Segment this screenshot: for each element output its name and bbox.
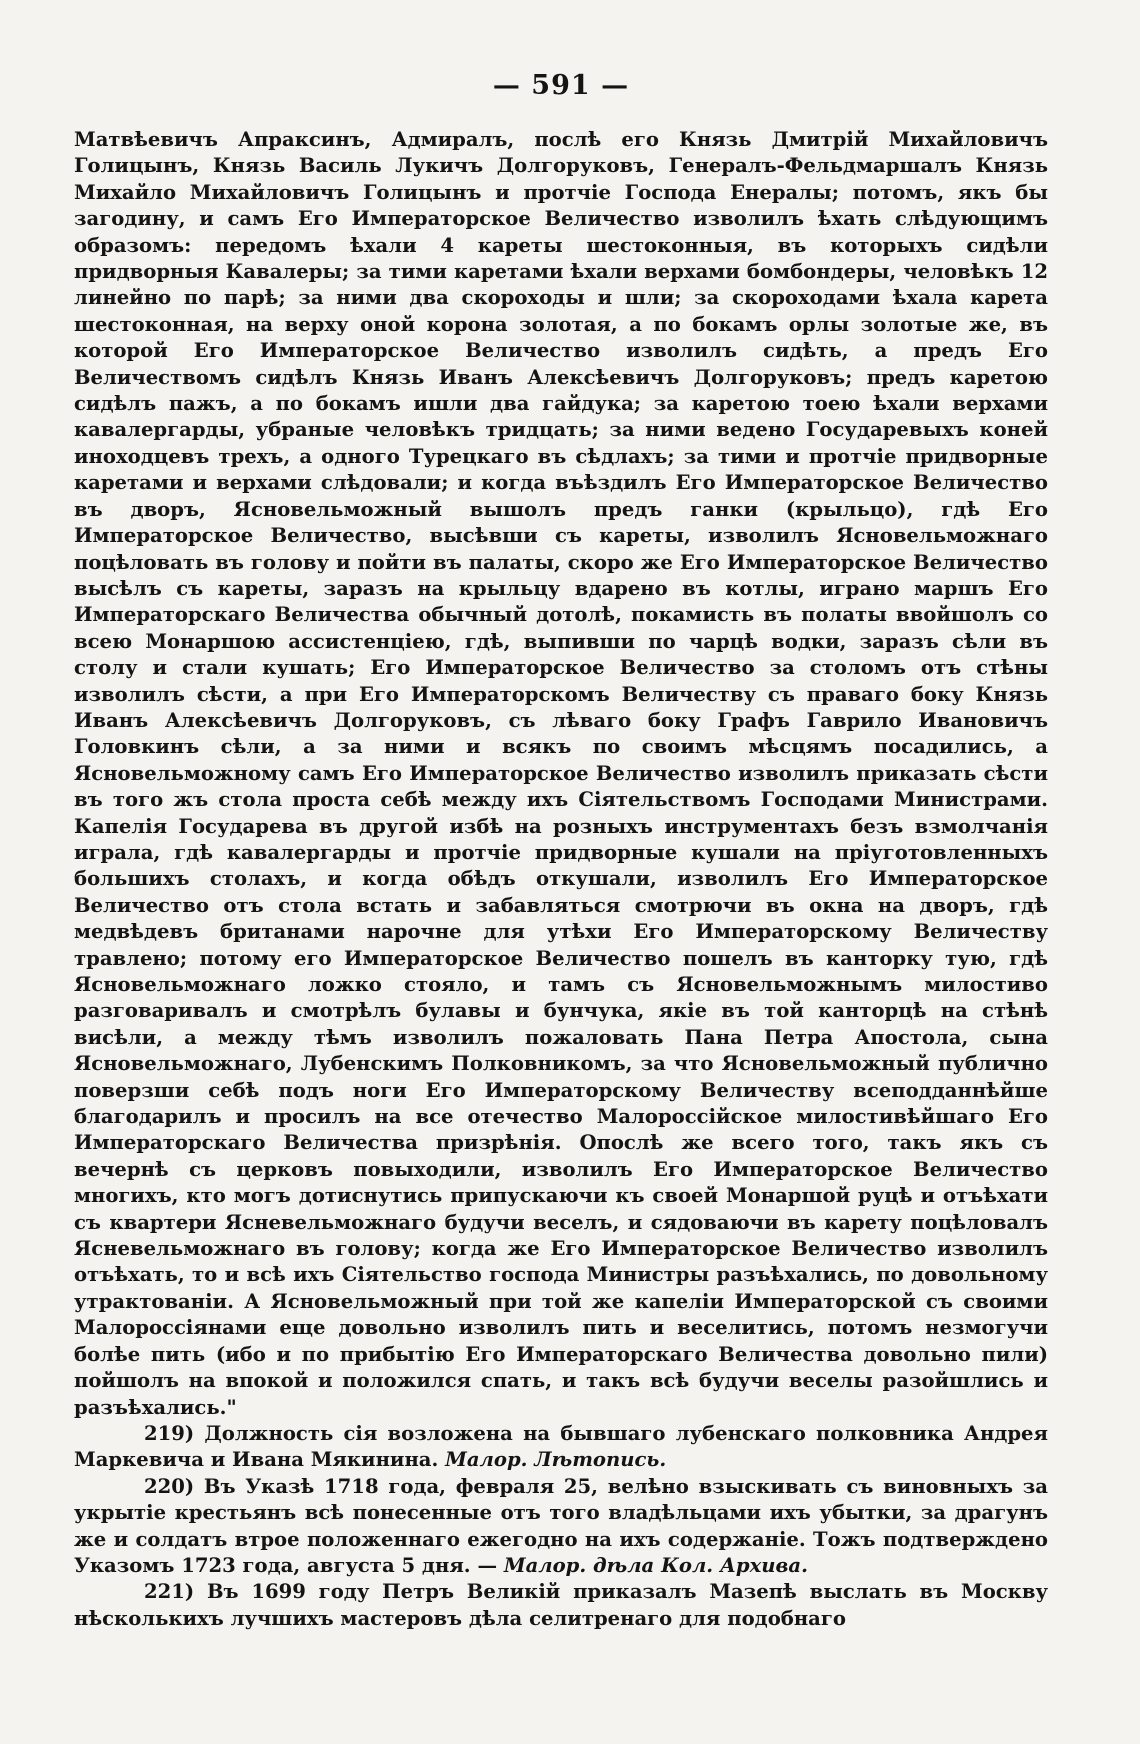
footnote-219	[74, 1421, 1048, 1474]
main-paragraph: Матвѣевичъ Апраксинъ, Адмиралъ, послѣ его Князь Дмитрій Михайловичъ Голицынъ, Князь Василь Лукичъ Долгоруковъ, Генералъ-Фельдмаршалъ Князь Михайло Михайловичъ Голицынъ и протчіе Господа Енералы; потомъ, якъ бы загодину, и самъ Его Императорское Величество изволилъ ѣхать слѣдующимъ образомъ: передомъ ѣхали 4 кареты шестоконныя, въ которыхъ сидѣли придворныя Кавалеры; за тими каретами ѣхали верхами бомбондеры, человѣкъ 12 линейно по парѣ; за ними два скороходы и шли; за скороходами ѣхала карета шестоконная, на верху оной корона золотая, а по бокамъ орлы золотые же, въ которой Его Императорское Величество изволилъ сидѣть, а предъ Его Величествомъ сидѣлъ Князь Иванъ Алексѣевичъ Долгоруковъ; предъ каретою сидѣлъ пажъ, а по бокамъ ишли два гайдука; за каретою тоею ѣхали верхами кавалергарды, убраные человѣкъ тридцать; за ними ведено Государевыхъ коней иноходцевъ трехъ, а одного Турецкаго въ сѣдлахъ; за тими и протчіе придворные каретами и верхами слѣдовали; и когда въѣздилъ Его Императорское Величество въ дворъ, Ясновельможный вышолъ предъ ганки (крыльцо), гдѣ Его Императорское Величество, высѣвши съ кареты, изволилъ Ясновельможнаго поцѣловать въ голову и пойти въ палаты, скоро же Его Императорское Величество высѣлъ съ кареты, заразъ на крыльцу вдарено въ котлы, играно маршъ Его Императорскаго Величества обычный дотолѣ, покамисть въ полаты ввойшолъ со всею Монаршою ассистенціею, гдѣ, выпивши по чарцѣ водки, заразъ сѣли въ столу и стали кушать; Его Императорское Величество за столомъ отъ стѣны изволилъ сѣсти, а при Его Императорскомъ Величеству съ праваго боку Князь Иванъ Алексѣевичъ Долгоруковъ, съ лѣваго боку Графъ Гаврило Ивановичъ Головкинъ сѣли, а за ними и всякъ по своимъ мѣсцямъ посадились, а Ясновельможному самъ Его Императорское Величество изволилъ приказать сѣсти въ того жъ стола проста себѣ между ихъ Сіятельствомъ Господами Министрами. Капелія Государева въ другой избѣ на розныхъ инструментахъ безъ взмолчанія играла, гдѣ кавалергарды и протчіе придворные кушали на пріуготовленныхъ большихъ столахъ, и когда обѣдъ откушали, изволилъ Его Императорское Величество отъ стола встать и забавляться смотрючи въ окна на дворъ, гдѣ медвѣдевъ британами нарочне для утѣхи Его Императорскому Величеству травлено; потому его Императорское Величество пошелъ въ канторку тую, гдѣ Ясновельможнаго ложко стояло, и тамъ съ Ясновельможнымъ милостиво разговаривалъ и смотрѣлъ булавы и бунчука, якіе въ той канторцѣ на стѣнѣ висѣли, а между тѣмъ изволилъ пожаловать Пана Петра Апостола, сына Ясновельможнаго, Лубенскимъ Полковникомъ, за что Ясновельможный публично поверзши себѣ подъ ноги Его Императорскому Величеству всеподданнѣйше благодарилъ и просилъ на все отечество Малороссійское милостивѣйшаго Его Императорскаго Величества призрѣнія. Опослѣ же всего того, такъ якъ съ вечернѣ съ церковъ повыходили, изволилъ Его Императорское Величество многихъ, кто могъ дотиснутись припускаючи къ своей Монаршой руцѣ и отъѣхати съ квартери Ясневельможнаго будучи веселъ, и сядоваючи въ карету поцѣловалъ Ясневельможнаго въ голову; когда же Его Императорское Величество изволилъ отъѣхать, то и всѣ ихъ Сіятельство господа Министры разъѣхались, по довольному утрактованіи. А Ясновельможный при той же капеліи Императорской съ своими Малороссіянами еще довольно изволилъ пить и веселитись, потомъ незмогучи болѣе пить (ибо и по прибытію Его Императорскаго Величества довольно пили) пойшолъ на впокой и положился спать, и такъ всѣ будучи веселы разойшлись и разъѣхались."	[74, 128, 1048, 1419]
page-number: — 591 —	[492, 70, 630, 101]
footnote-text: 219) Должность сія возложена на бывшаго лубенскаго полковника Андрея Маркевича и Ивана Мякинина.	[74, 1421, 1048, 1472]
footnote-text: 220) Въ Указѣ 1718 года, февраля 25, велѣно взыскивать съ виновныхъ за укрытіе крестьянъ всѣ понесенные отъ того владѣльцами ихъ убытки, за драгунъ же и солдатъ втрое положеннаго ежегодно на ихъ содержаніе. Тожъ подтверждено Указомъ 1723 года, августа 5 дня. —	[74, 1474, 1048, 1577]
footnote-text: 221) Въ 1699 году Петръ Великій приказалъ Мазепѣ выслать въ Москву нѣсколькихъ лучшихъ мастеровъ дѣла селитренаго для подобнаго	[74, 1580, 1048, 1630]
footnote-220	[74, 1474, 1048, 1580]
footnote-source: Малор. Лѣтопись.	[445, 1448, 667, 1472]
footnote-source: Малор. дѣла Кол. Архива.	[503, 1553, 808, 1577]
footnote-221	[74, 1579, 1048, 1632]
